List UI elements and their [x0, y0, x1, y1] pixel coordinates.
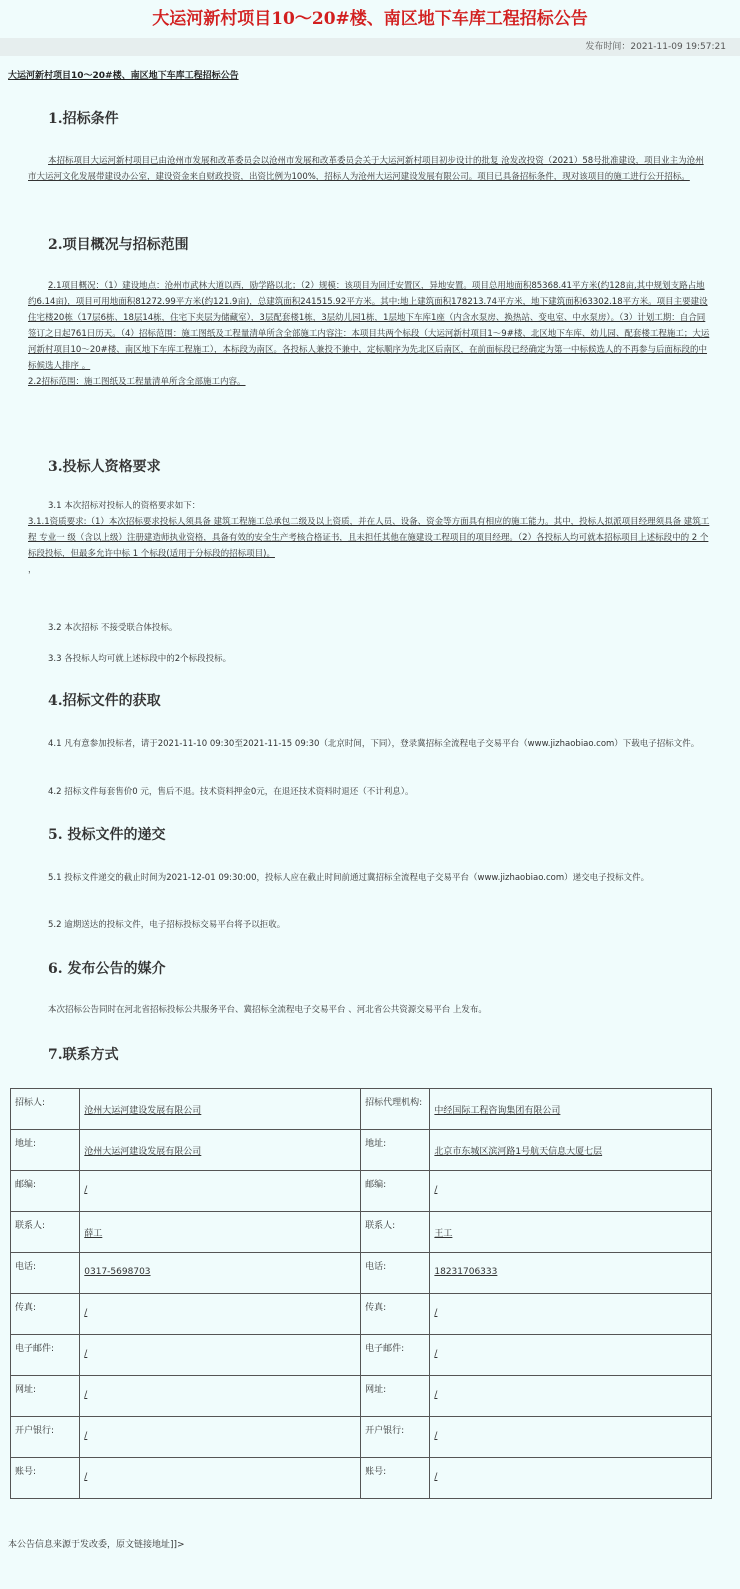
section-3-paragraph-1: 3.1 本次招标对投标人的资格要求如下： — [48, 501, 201, 511]
contact-label-left — [11, 1212, 80, 1253]
contact-value-right — [430, 1458, 712, 1499]
contact-label-left-text: 地址: — [15, 1139, 37, 1149]
contact-row — [11, 1253, 712, 1294]
contact-value-left — [80, 1130, 361, 1171]
section-4-paragraph-1: 4.1 凡有意参加投标者，请于2021-11-10 09:30至2021-11-15 09:30（北京时间，下同），登录冀招标全流程电子交易平台（www.jizhaobiao.com）下载电子招标文件。 — [48, 739, 700, 749]
contact-label-right-text: 账号: — [365, 1467, 387, 1477]
contact-label-left — [11, 1458, 80, 1499]
contact-row — [11, 1212, 712, 1253]
contact-value-right — [430, 1253, 712, 1294]
section-6-paragraph: 本次招标公告同时在河北省招标投标公共服务平台、冀招标全流程电子交易平台 、河北省公共资源交易平台 上发布。 — [48, 1005, 487, 1015]
section-1-paragraph: 本招标项目大运河新村项目已由沧州市发展和改革委员会以沧州市发展和改革委员会关于大运河新村项目初步设计的批复 沧发改投资（2021）58号批准建设，项目业主为沧州市大运河文化发展带建设办公室，建设资金来自财政投资，出资比例为100%，招标人为沧州大运河建设发展有限公司。项目已具备招标条件，现对该项目的施工进行公开招标。 — [28, 156, 704, 182]
contact-value-right — [430, 1089, 712, 1130]
doc-title-link[interactable]: 大运河新村项目10～20#楼、南区地下车库工程招标公告 — [8, 71, 239, 81]
contact-label-right-text: 邮编: — [365, 1180, 387, 1190]
contact-label-right-text: 网址: — [365, 1385, 387, 1395]
contact-label-right-text: 电子邮件: — [365, 1344, 405, 1354]
contact-row — [11, 1130, 712, 1171]
contact-value-right — [430, 1335, 712, 1376]
contact-label-right-text: 开户银行: — [365, 1426, 405, 1436]
contact-label-right — [361, 1089, 430, 1130]
publish-time: 发布时间：2021-11-09 19:57:21 — [0, 38, 740, 56]
section-6-heading: 6. 发布公告的媒介 — [48, 961, 166, 977]
section-6-body — [0, 1002, 740, 1018]
section-2 — [0, 234, 740, 254]
contact-value-left — [80, 1376, 361, 1417]
section-3-paragraph-4: 3.2 本次招标 不接受联合体投标。 — [48, 623, 178, 633]
contact-label-right-text: 招标代理机构: — [365, 1098, 423, 1108]
section-7 — [0, 1044, 740, 1064]
section-7-heading: 7.联系方式 — [48, 1047, 119, 1063]
contact-label-left — [11, 1089, 80, 1130]
contact-value-right-text: / — [434, 1349, 438, 1359]
section-3-lots — [0, 651, 740, 667]
contact-value-right-text: / — [434, 1472, 438, 1482]
contact-label-left-text: 邮编: — [15, 1180, 37, 1190]
contact-value-right — [430, 1417, 712, 1458]
contact-label-right-text: 联系人: — [365, 1221, 396, 1231]
section-3-heading: 3.投标人资格要求 — [48, 459, 161, 475]
contact-row — [11, 1171, 712, 1212]
section-5-paragraph-2: 5.2 逾期送达的投标文件，电子招标投标交易平台将予以拒收。 — [48, 920, 286, 930]
contact-label-right-text: 地址: — [365, 1139, 387, 1149]
section-4-price — [0, 784, 740, 800]
contact-value-left — [80, 1212, 361, 1253]
section-4-heading: 4.招标文件的获取 — [48, 693, 161, 709]
section-5-heading: 5. 投标文件的递交 — [48, 827, 166, 843]
section-5-late — [0, 917, 740, 933]
contact-label-left — [11, 1417, 80, 1458]
contact-label-right — [361, 1458, 430, 1499]
contact-value-right — [430, 1130, 712, 1171]
section-4-body — [0, 736, 740, 752]
contact-row — [11, 1458, 712, 1499]
contact-label-left — [11, 1376, 80, 1417]
contact-value-right — [430, 1376, 712, 1417]
contact-value-left-text: / — [84, 1431, 88, 1441]
contact-label-right — [361, 1130, 430, 1171]
section-1-body — [0, 153, 740, 185]
contact-label-left-text: 账号: — [15, 1467, 37, 1477]
section-5-body — [0, 870, 740, 886]
contact-value-left — [80, 1294, 361, 1335]
contact-value-left-text: / — [84, 1308, 88, 1318]
section-3-paragraph-5: 3.3 各投标人均可就上述标段中的2个标段投标。 — [48, 654, 232, 664]
page-title: 大运河新村项目10～20#楼、南区地下车库工程招标公告 — [152, 9, 588, 29]
contact-label-right — [361, 1417, 430, 1458]
section-3-paragraph-3: ， — [28, 565, 37, 575]
section-3-body — [0, 498, 740, 578]
contact-label-right — [361, 1253, 430, 1294]
contact-value-left — [80, 1171, 361, 1212]
section-1 — [0, 108, 740, 128]
contact-label-left — [11, 1171, 80, 1212]
contact-label-left-text: 传真: — [15, 1303, 37, 1313]
contact-value-right-text: / — [434, 1185, 438, 1195]
contact-value-left-text: / — [84, 1390, 88, 1400]
contact-value-left — [80, 1417, 361, 1458]
section-2-body — [0, 278, 740, 390]
contact-label-right — [361, 1171, 430, 1212]
contact-value-right-text: / — [434, 1431, 438, 1441]
contact-value-right-text: 北京市东城区滨河路1号航天信息大厦七层 — [434, 1147, 603, 1157]
contact-value-left-text: 0317-5698703 — [84, 1267, 151, 1277]
section-3 — [0, 456, 740, 476]
contact-value-left-text: / — [84, 1185, 88, 1195]
contact-label-left-text: 联系人: — [15, 1221, 46, 1231]
contact-value-left-text: 薛工 — [84, 1229, 103, 1239]
section-3-paragraph-2: 3.1.1资质要求:（1）本次招标要求投标人须具备 建筑工程施工总承包二级及以上资质，并在人员、设备、资金等方面具有相应的施工能力。其中，投标人拟派项目经理须具备 建筑工程 专业一 级（含以上级）注册建造师执业资格，具备有效的安全生产考核合格证书，且未担任其他在施建设工程项目的项目经理。（2）各投标人均可就本招标项目上述标段中的 2 个标段投标，但最多允许中标 1 个标段(适用于分标段的招标项目)。 — [28, 517, 710, 559]
contact-label-left — [11, 1130, 80, 1171]
contact-row — [11, 1089, 712, 1130]
section-2-paragraph-1: 2.1项目概况：（1）建设地点：沧州市武林大道以西，励学路以北；（2）规模：该项目为回迁安置区，异地安置。项目总用地面积85368.41平方米(约128亩,其中规划支路占地约6.14亩)，项目可用地面积81272.99平方米(约121.9亩)，总建筑面积241515.92平方米。其中:地上建筑面积178213.74平方米，地下建筑面积63302.18平方米。项目主要建设住宅楼20栋（17层6栋、18层14栋，住宅下夹层为储藏室），3层配套楼1栋，3层幼儿园1栋，1层地下车库1座（内含水泵房、换热站、变电室、中水泵房）。（3）计划工期：自合同签订之日起761日历天。（4）招标范围：施工图纸及工程量清单所含全部施工内容注：本项目共两个标段（大运河新村项目1～9#楼、北区地下车库、幼儿园、配套楼工程施工；大运河新村项目10～20#楼、南区地下车库工程施工），本标段为南区。各投标人兼投不兼中，定标顺序为先北区后南区，在前面标段已经确定为第一中标候选人的不再参与后面标段的中标候选人排序 。 — [28, 281, 710, 371]
contact-label-right — [361, 1376, 430, 1417]
contact-label-left-text: 电话: — [15, 1262, 37, 1272]
contact-label-left-text: 电子邮件: — [15, 1344, 55, 1354]
contact-label-right — [361, 1212, 430, 1253]
section-4-paragraph-2: 4.2 招标文件每套售价0 元，售后不退。技术资料押金0元，在退还技术资料时退还（不计利息）。 — [48, 787, 414, 797]
contact-value-left-text: / — [84, 1472, 88, 1482]
contact-value-left — [80, 1335, 361, 1376]
source-footer: 本公告信息来源于发改委，原文链接地址]]> — [8, 1540, 185, 1550]
contact-value-right-text: 王工 — [434, 1229, 453, 1239]
section-5 — [0, 824, 740, 844]
contact-value-right — [430, 1171, 712, 1212]
contact-label-right-text: 传真: — [365, 1303, 387, 1313]
contact-row — [11, 1376, 712, 1417]
contact-value-right — [430, 1212, 712, 1253]
contact-row — [11, 1335, 712, 1376]
contact-table — [10, 1088, 712, 1499]
contact-value-right-text: / — [434, 1390, 438, 1400]
contact-value-left-text: 沧州大运河建设发展有限公司 — [84, 1147, 202, 1157]
contact-value-left — [80, 1089, 361, 1130]
section-3-joint — [0, 620, 740, 636]
contact-value-left — [80, 1253, 361, 1294]
contact-value-right-text: 中经国际工程咨询集团有限公司 — [434, 1106, 561, 1116]
section-4 — [0, 690, 740, 710]
contact-value-left — [80, 1458, 361, 1499]
section-2-paragraph-2: 2.2招标范围：施工图纸及工程量清单所含全部施工内容。 — [28, 377, 246, 387]
contact-value-left-text: / — [84, 1349, 88, 1359]
contact-label-left — [11, 1294, 80, 1335]
contact-value-right-text: / — [434, 1308, 438, 1318]
contact-label-right — [361, 1294, 430, 1335]
section-6 — [0, 958, 740, 978]
contact-label-left-text: 开户银行: — [15, 1426, 55, 1436]
contact-label-left-text: 网址: — [15, 1385, 37, 1395]
contact-label-left — [11, 1335, 80, 1376]
contact-value-right — [430, 1294, 712, 1335]
section-2-heading: 2.项目概况与招标范围 — [48, 237, 189, 253]
contact-row — [11, 1294, 712, 1335]
contact-label-left — [11, 1253, 80, 1294]
section-5-paragraph-1: 5.1 投标文件递交的截止时间为2021-12-01 09:30:00，投标人应在截止时间前通过冀招标全流程电子交易平台（www.jizhaobiao.com）递交电子投标文件。 — [48, 873, 650, 883]
contact-value-left-text: 沧州大运河建设发展有限公司 — [84, 1106, 202, 1116]
contact-value-right-text: 18231706333 — [434, 1267, 498, 1277]
contact-label-right — [361, 1335, 430, 1376]
section-1-heading: 1.招标条件 — [48, 111, 119, 127]
contact-label-right-text: 电话: — [365, 1262, 387, 1272]
contact-row — [11, 1417, 712, 1458]
contact-label-left-text: 招标人: — [15, 1098, 46, 1108]
